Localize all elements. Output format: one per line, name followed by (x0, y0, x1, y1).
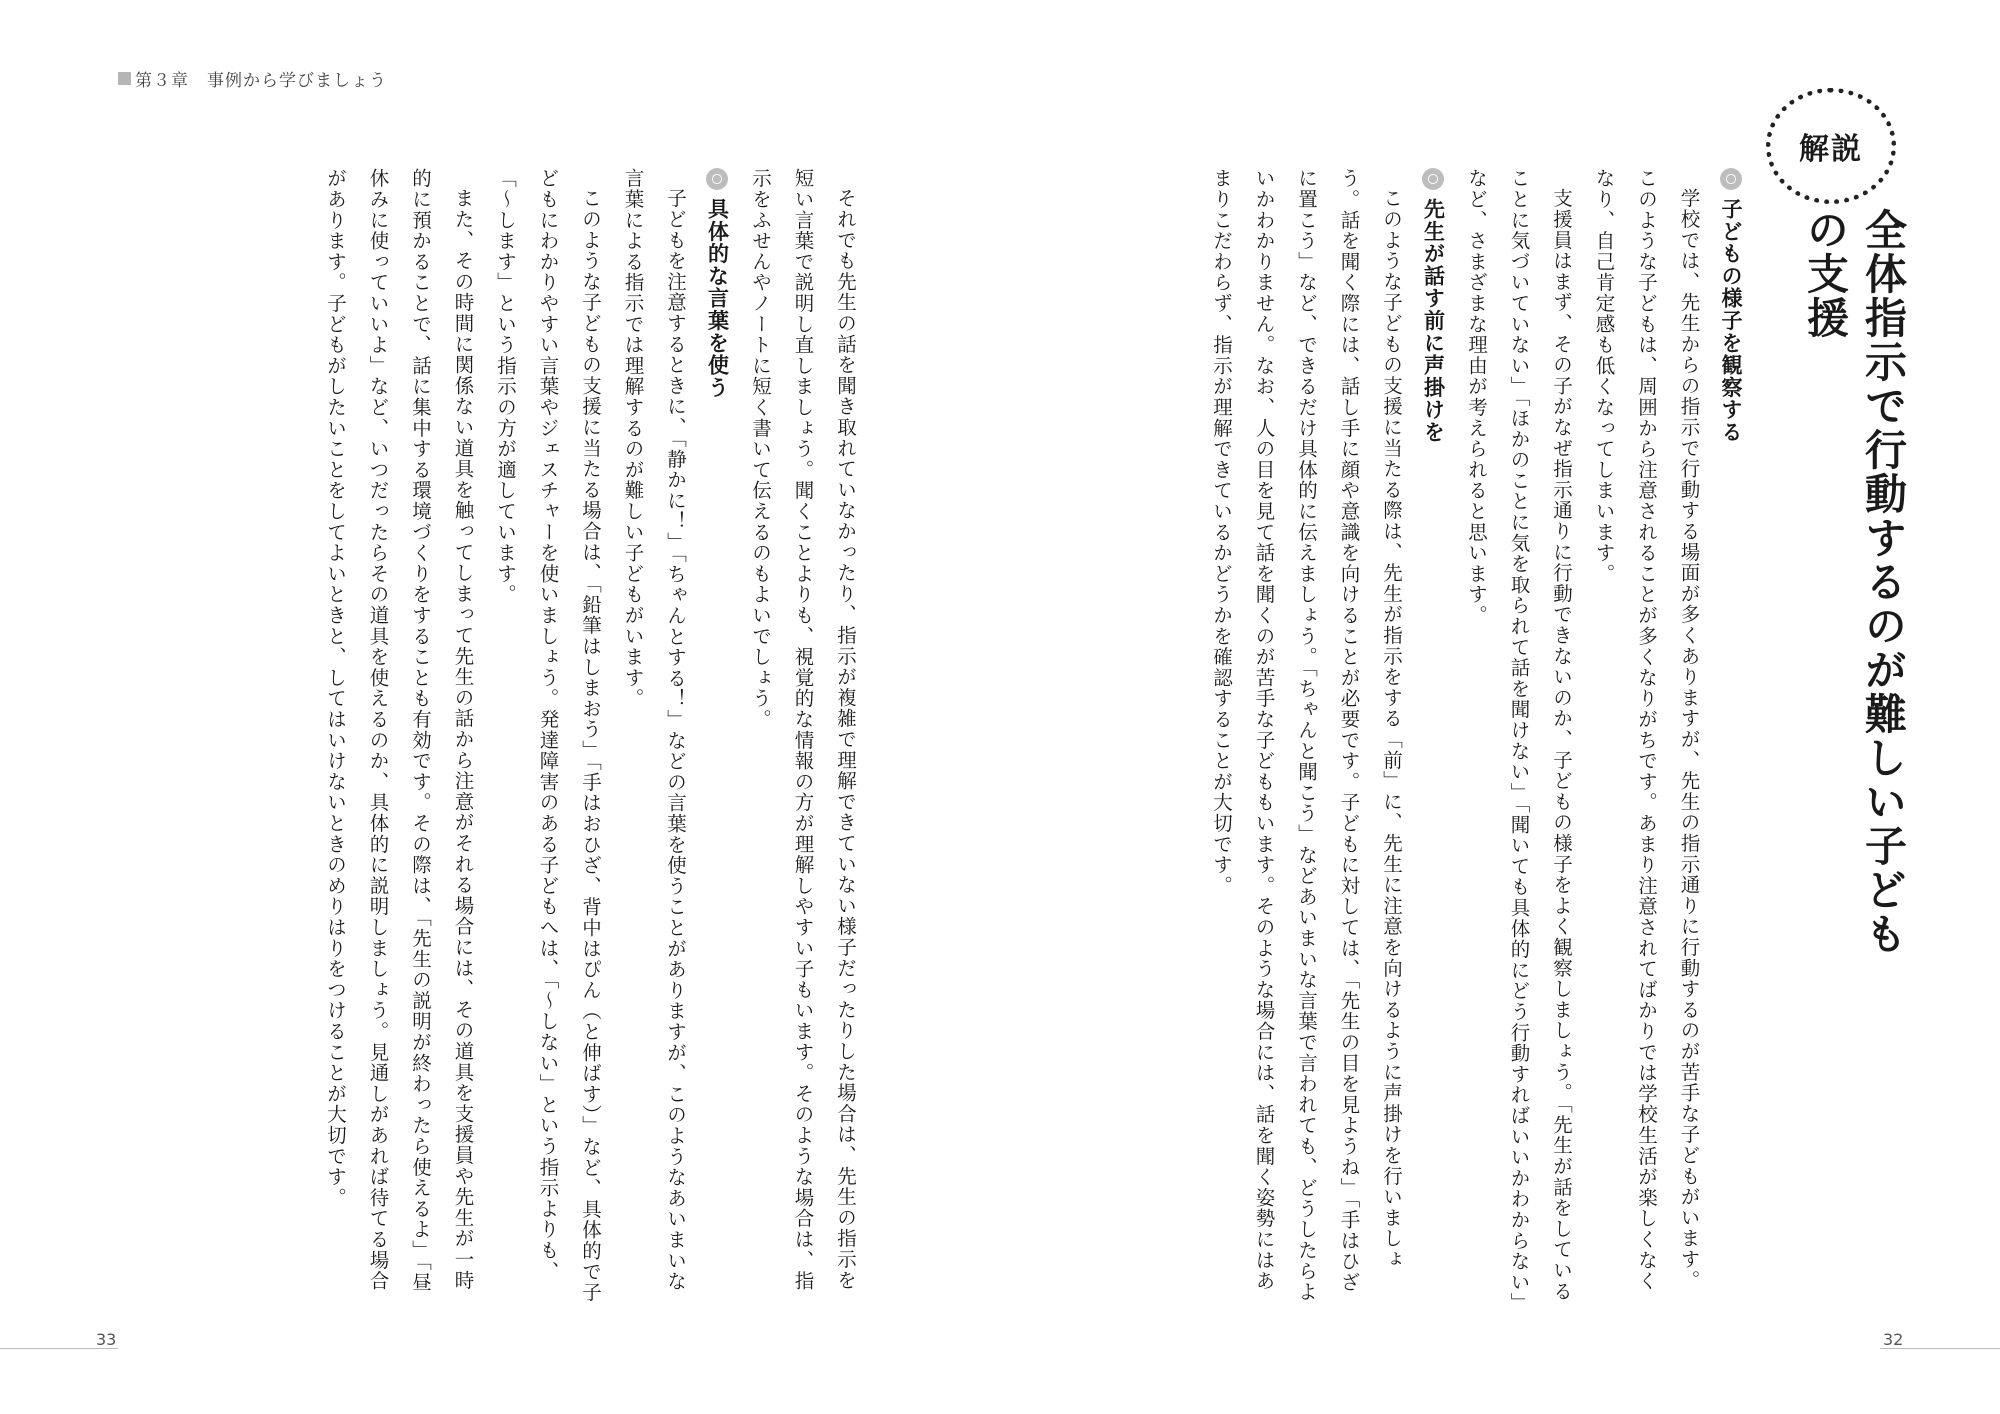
flower-bullet-icon (1720, 168, 1742, 190)
paragraph: それでも先生の話を聞き取れていなかったり、指示が複雑で理解できていない様子だったりした場合は、先生の指示を短い言葉で説明し直しましょう。聞くことよりも、視覚的な情報の方が理解しやすい子もいます。そのような場合は、指示をふせんやノートに短く書いて伝えるのもよいでしょう。 (749, 168, 857, 1292)
paragraph: 学校では、先生からの指示で行動する場面が多くありますが、先生の指示通りに行動するのが苦手な子どもがいます。このような子どもは、周囲から注意されることが多くなりがちです。あまり注意されてばかりでは学校生活が楽しくなくなり、自己肯定感も低くなってしまいます。 (1592, 168, 1701, 1292)
page-number-left: 33 (96, 1330, 117, 1349)
page-title: 全体指示で行動するのが難しい子どもの支援 (1801, 208, 1908, 956)
paragraph: 支援員はまず、その子がなぜ指示通りに行動できないのか、子どもの様子をよく観察しましょう。「先生が話をしていることに気づいていない」「ほかのことに気を取られて話を聞けない」「聞いても具体的にどう行動すればいいかわからない」など、さまざまな理由が考えられると思います。 (1465, 168, 1573, 1304)
left-page-body (314, 168, 867, 1308)
paragraph: 子どもを注意するときに、「静かに！」「ちゃんとする！」などの言葉を使うことがありますが、このようなあいまいな言葉による指示では理解するのが難しい子どもがいます。 (621, 168, 687, 1292)
running-header (118, 66, 387, 91)
header-square-icon (118, 72, 131, 85)
section-heading-text: 具体的な言葉を使う (705, 198, 730, 399)
paragraph: このような子どもの支援に当たる際は、先生が指示をする「前」に、先生に注意を向けるように声掛けを行いましょう。話を聞く際には、話し手に顔や意識を向けることが必要です。子どもに対しては、「先生の目を見ようね」「手はひざに置こう」など、できるだけ具体的に伝えましょう。「ちゃんと聞こう」などあいまいな言葉で言われても、どうしたらよいかわかりません。なお、人の目を見て話を聞くのが苦手な子どももいます。そのような場合には、話を聞く姿勢にはあまりこだわらず、指示が理解できているかどうかを確認することが大切です。 (1210, 168, 1403, 1303)
paragraph: このような子どもの支援に当たる場合は、「鉛筆はしまおう」「手はおひざ、背中はぴん（と伸ばす）」など、具体的で子どもにわかりやすい言葉やジェスチャーを使いましょう。発達障害のある子どもへは、「〜しない」という指示よりも、「〜します」という指示の方が適しています。 (494, 168, 602, 1303)
flower-bullet-icon (706, 168, 728, 190)
section-heading-text: 子どもの様子を観察する (1719, 198, 1743, 444)
page-number-right: 32 (1883, 1330, 1904, 1349)
flower-bullet-icon (1422, 168, 1444, 190)
right-page-body (1200, 168, 1753, 1308)
kaisetsu-badge (1766, 88, 1896, 204)
running-header-text: 第３章 事例から学びましょう (135, 71, 387, 91)
paragraph: また、その時間に関係ない道具を触ってしまって先生の話から注意がそれる場合には、その道具を支援員や先生が一時的に預かることで、話に集中する環境づくりをすることも有効です。その際は、「先生の説明が終わったら使えるよ」「昼休みに使っていいよ」など、いつだったらその道具を使えるのか、具体的に説明しましょう。見通しがあれば待てる場合があります。子どもがしたいことをしてよいときと、してはいけないときのめりはりをつけることが大切です。 (324, 168, 475, 1293)
section-heading-observe (1710, 168, 1753, 1308)
section-heading-text: 先生が話す前に声掛けを (1421, 198, 1446, 444)
kaisetsu-badge-text: 解説 (1799, 132, 1863, 167)
section-heading-call-out (1412, 168, 1455, 1308)
section-heading-concrete-words (696, 168, 739, 1308)
